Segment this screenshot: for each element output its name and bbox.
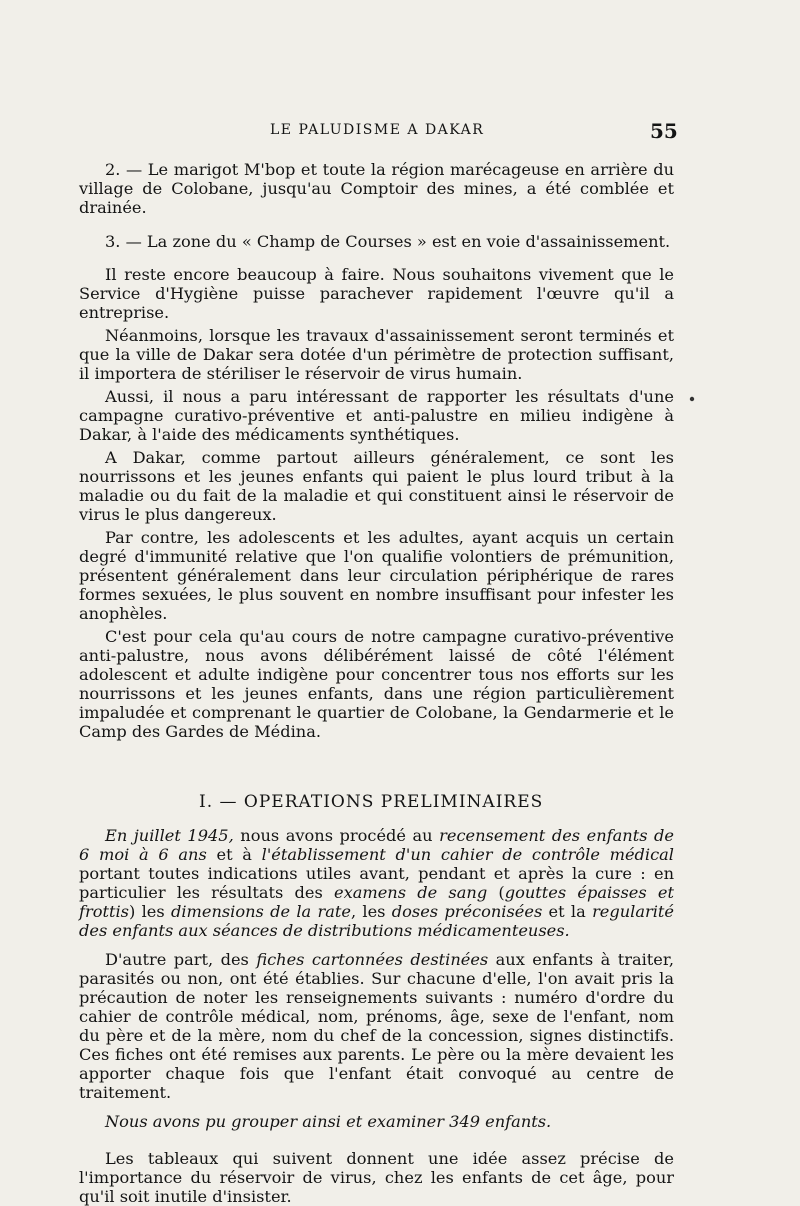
emphasis-date: En juillet 1945, — [105, 826, 234, 845]
page-number: 55 — [650, 119, 678, 143]
paragraph-aussi: Aussi, il nous a paru intéressant de rapporter les résultats d'une campagne curativo-préventive et anti-palustre en milieu indigène à Dakar, à l'aide des médicaments synthétiques. — [79, 387, 674, 444]
ink-speck — [690, 397, 694, 401]
paragraph-dakar: A Dakar, comme partout ailleurs généralement, ce sont les nourrissons et les jeunes enfants qui paient le plus lourd tribut à la maladie ou du fait de la maladie et qui constituent ainsi le réservoir de virus le plus dangereux. — [79, 448, 674, 524]
paragraph-par-contre: Par contre, les adolescents et les adultes, ayant acquis un certain degré d'immunité relative que l'on qualifie volontiers de prémunition, présentent généralement dans leur circulation périphérique de rares formes sexuées, le plus souvent en nombre insuffisant pour infester les anophèles. — [79, 528, 674, 623]
emphasis-gouttes: gouttes épaisses et frottis — [79, 883, 674, 921]
emphasis-recensement: recensement des enfants de 6 moi à 6 ans — [79, 826, 674, 864]
running-head: LE PALUDISME A DAKAR — [270, 122, 485, 138]
paragraph-item-3: 3. — La zone du « Champ de Courses » est en voie d'assainissement. — [105, 232, 671, 251]
paragraph-campagne: C'est pour cela qu'au cours de notre campagne curativo-préventive anti-palustre, nous avons délibérément laissé de côté l'élément adolescent et adulte indigène pour concentrer tous nos efforts sur les nourrissons et les jeunes enfants, dans une région particulièrement impaludée et comprenant le quartier de Colobane, la Gendarmerie et le Camp des Gardes de Médina. — [79, 627, 674, 741]
emphasis-cahier: l'établissement d'un cahier de contrôle médical — [261, 845, 674, 864]
paragraph-juillet: En juillet 1945, nous avons procédé au recensement des enfants de 6 moi à 6 ans et à l'établissement d'un cahier de contrôle médical portant toutes indications utiles avant, pendant et après la cure : en particulier les résultats des examens de sang (gouttes épaisses et frottis) les dimensions de la rate, les doses préconisées et la regularité des enfants aux séances de distributions médicamenteuses. — [79, 826, 674, 940]
emphasis-rate: dimensions de la rate — [170, 902, 351, 921]
paragraph-item-2: 2. — Le marigot M'bop et toute la région marécageuse en arrière du village de Colobane, jusqu'au Comptoir des mines, a été comblée et drainée. — [79, 160, 674, 217]
paragraph-349-enfants: Nous avons pu grouper ainsi et examiner 349 enfants. — [105, 1112, 552, 1131]
emphasis-doses: doses préconisées — [391, 902, 543, 921]
section-heading: I. — OPERATIONS PRELIMINAIRES — [199, 792, 544, 812]
paragraph-neanmoins: Néanmoins, lorsque les travaux d'assainissement seront terminés et que la ville de Dakar sera dotée d'un périmètre de protection suffisant, il importera de stériliser le réservoir de virus humain. — [79, 326, 674, 383]
paragraph-tableaux: Les tableaux qui suivent donnent une idée assez précise de l'importance du réservoir de virus, chez les enfants de cet âge, pour qu'il soit inutile d'insister. — [79, 1149, 674, 1206]
emphasis-fiches: fiches cartonnées destinées — [256, 950, 489, 969]
paragraph-reste: Il reste encore beaucoup à faire. Nous souhaitons vivement que le Service d'Hygiène puisse parachever rapidement l'œuvre qu'il a entreprise. — [79, 265, 674, 322]
emphasis-examens: examens de sang — [334, 883, 488, 902]
emphasis-regularite: regularité des enfants aux séances de distributions médicamenteuses. — [79, 902, 674, 940]
paragraph-fiches: D'autre part, des fiches cartonnées destinées aux enfants à traiter, parasités ou non, ont été établies. Sur chacune d'elle, l'on avait pris la précaution de noter les renseignements suivants : numéro d'ordre du cahier de contrôle médical, nom, prénoms, âge, sexe de l'enfant, nom du père et de la mère, nom du chef de la concession, signes distinctifs. Ces fiches ont été remises aux parents. Le père ou la mère devaient les apporter chaque fois que l'enfant était convoqué au centre de traitement. — [79, 950, 674, 1102]
